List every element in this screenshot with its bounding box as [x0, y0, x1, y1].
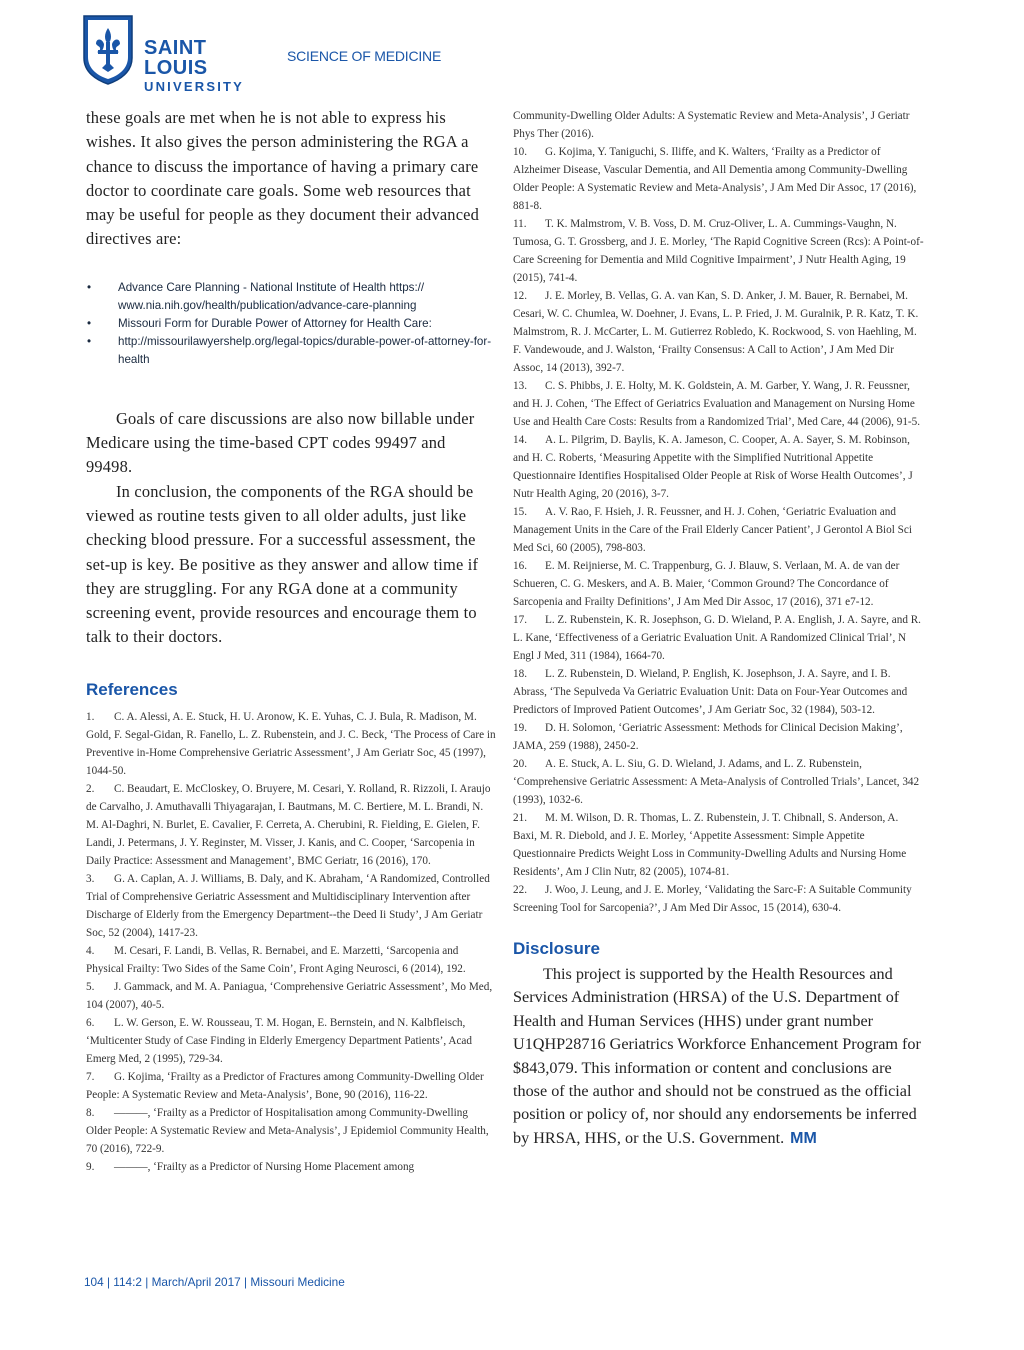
- reference-number: 15.: [513, 506, 527, 518]
- reference-text: ———, ‘Frailty as a Predictor of Hospitalisation among Community-Dwelling Older People: A Systematic Review and Meta-Analysis’, J Epidemiol Community Health, 70 (2016), 722-9.: [86, 1106, 489, 1155]
- reference-number: 17.: [513, 614, 527, 626]
- reference-text: L. Z. Rubenstein, D. Wieland, P. English, K. Josephson, J. A. Sayre, and I. B. Abrass, ‘The Sepulveda Va Geriatric Evaluation Unit: Data on Four-Year Outcomes and Predictors of Improved Patient Outcomes’, J Am Geriatr Soc, 32 (1984), 503-12.: [513, 668, 908, 716]
- reference-item: [86, 1068, 496, 1104]
- disclosure-text: This project is supported by the Health Resources and Services Administration (HRSA) of the U.S. Department of Health and Human Services (HHS) under grant number U1QHP28716 Geriatrics Workforce Enhancement Program for $843,079. This information or content and conclusions are those of the author and should not be construed as the official position or policy of, nor should any endorsements be inferred by HRSA, HHS, or the U.S. Government.: [513, 965, 921, 1147]
- reference-text: A. L. Pilgrim, D. Baylis, K. A. Jameson, C. Cooper, A. A. Sayer, S. M. Robinson, and H. C. Roberts, ‘Measuring Appetite with the Simplified Nutritional Appetite Questionnaire Identifies Hospitalised Older People at Risk of Worse Health Outcomes’, J Nutr Health Aging, 20 (2016), 3-7.: [513, 434, 913, 500]
- web-resources-list: [86, 279, 496, 369]
- saint-louis-university-shield-logo: [82, 14, 134, 86]
- reference-item: [513, 215, 925, 287]
- reference-item: [513, 719, 925, 755]
- reference-number: 8.: [86, 1106, 95, 1119]
- body-paragraph-3: In conclusion, the components of the RGA should be viewed as routine tests given to all older adults, just like checking blood pressure. For a successful assessment, the set-up is key. Be positive as they answer and allow time if they are struggling. For any RGA done at a community screening event, provide resources and encourage them to talk to their doctors.: [86, 481, 479, 647]
- body-paragraph-1: these goals are met when he is not able to express his wishes. It also gives the person administering the RGA a chance to discuss the importance of having a primary care doctor to coordinate care goals. Some web resources that may be useful for people as they document their advanced directives are:: [86, 108, 480, 249]
- reference-number: 22.: [513, 884, 527, 896]
- resource-item-3[interactable]: • http://missourilawyershelp.org/legal-topics/durable-power-of-attorney-for-health: [86, 333, 496, 369]
- article-end-mark: MM: [790, 1129, 817, 1147]
- reference-number: 16.: [513, 560, 527, 572]
- university-wordmark: [144, 38, 244, 93]
- reference-item: [513, 755, 925, 809]
- right-column: [513, 107, 925, 1150]
- reference-number: 6.: [86, 1016, 95, 1029]
- reference-item: [86, 978, 496, 1014]
- reference-text: M. M. Wilson, D. R. Thomas, L. Z. Rubenstein, J. T. Chibnall, S. Anderson, A. Baxi, M. R. Diebold, and J. E. Morley, ‘Appetite Assessment: Simple Appetite Questionnaire Predicts Weight Loss in Community-Dwelling Adults and Nursing Home Residents’, Am J Clin Nutr, 82 (2005), 1074-81.: [513, 812, 907, 878]
- reference-number: 18.: [513, 668, 527, 680]
- reference-text: C. S. Phibbs, J. E. Holty, M. K. Goldstein, A. M. Garber, Y. Wang, J. R. Feussner, and H. J. Cohen, ‘The Effect of Geriatrics Evaluation and Management on Nursing Home Use and Health Care Costs: Results from a Randomized Trial’, Med Care, 44 (2006), 91-5.: [513, 380, 921, 428]
- reference-item: [513, 611, 925, 665]
- reference-text: L. Z. Rubenstein, K. R. Josephson, G. D. Wieland, P. A. English, J. A. Sayre, and R. L. Kane, ‘Effectiveness of a Geriatric Evaluation Unit. A Randomized Clinical Trial’, N Engl J Med, 311 (1984), 1664-70.: [513, 614, 921, 662]
- reference-number: 7.: [86, 1070, 95, 1083]
- resource-item-1[interactable]: • Advance Care Planning - National Institute of Health https:// www.nia.nih.gov/health/publication/advance-care-planning: [86, 279, 496, 315]
- reference-number: 5.: [86, 980, 95, 993]
- reference-number: 14.: [513, 434, 527, 446]
- reference-number: 1.: [86, 710, 95, 723]
- reference-item: [86, 942, 496, 978]
- reference-item: [86, 1158, 496, 1176]
- reference-text: L. W. Gerson, E. W. Rousseau, T. M. Hogan, E. Bernstein, and N. Kalbfleisch, ‘Multicenter Study of Case Finding in Elderly Emergency Department Patients’, Acad Emerg Med, 2 (1995), 729-34.: [86, 1016, 472, 1065]
- disclosure-paragraph: [513, 963, 925, 1150]
- reference-number: 9.: [86, 1160, 95, 1173]
- reference-number: 21.: [513, 812, 527, 824]
- reference-text: J. Gammack, and M. A. Paniagua, ‘Comprehensive Geriatric Assessment’, Mo Med, 104 (2007), 40-5.: [86, 980, 493, 1011]
- reference-item: [513, 503, 925, 557]
- reference-text: J. Woo, J. Leung, and J. E. Morley, ‘Validating the Sarc-F: A Suitable Community Screening Tool for Sarcopenia?’, J Am Med Dir Assoc, 15 (2014), 630-4.: [513, 884, 912, 914]
- reference-item: [513, 431, 925, 503]
- reference-number: 20.: [513, 758, 527, 770]
- left-column: [86, 106, 496, 1176]
- logo-line-1: SAINT LOUIS: [144, 37, 208, 79]
- reference-number: 12.: [513, 290, 527, 302]
- reference-item: [513, 143, 925, 215]
- page-footer: 104 | 114:2 | March/April 2017 | Missouri Medicine: [84, 1275, 345, 1289]
- reference-number: 3.: [86, 872, 95, 885]
- reference-item: [86, 708, 496, 780]
- reference-item: [86, 870, 496, 942]
- reference-item: [513, 881, 925, 917]
- reference-item: [513, 809, 925, 881]
- reference-number: 13.: [513, 380, 527, 392]
- reference-text: E. M. Reijnierse, M. C. Trappenburg, G. J. Blauw, S. Verlaan, M. A. de van der Schueren, C. G. Meskers, and A. B. Maier, ‘Common Ground? The Concordance of Sarcopenia and Frailty Definitions’, J Am Med Dir Assoc, 17 (2016), 371 e7-12.: [513, 560, 900, 608]
- reference-text: C. Beaudart, E. McCloskey, O. Bruyere, M. Cesari, Y. Rolland, R. Rizzoli, I. Araujo de Carvalho, J. Amuthavalli Thiyagarajan, I. Bautmans, M. C. Bertiere, M. L. Brandi, N. M. Al-Daghri, N. Burlet, E. Cavalier, F. Cerreta, A. Cherubini, R. Fielding, E. Gielen, F. Landi, J. Petermans, J. Y. Reginster, M. Visser, J. Kanis, and C. Cooper, ‘Sarcopenia in Daily Practice: Assessment and Management’, BMC Geriatr, 16 (2016), 170.: [86, 782, 491, 867]
- reference-item: [513, 557, 925, 611]
- reference-text: T. K. Malmstrom, V. B. Voss, D. M. Cruz-Oliver, L. A. Cummings-Vaughn, N. Tumosa, G. T. Grossberg, and J. E. Morley, ‘The Rapid Cognitive Screen (Rcs): A Point-of-Care Screening for Dementia and Mild Cognitive Impairment’, J Nutr Health Aging, 19 (2015), 741-4.: [513, 218, 924, 284]
- reference-item: [513, 665, 925, 719]
- reference-number: 10.: [513, 146, 527, 158]
- reference-text: A. V. Rao, F. Hsieh, J. R. Feussner, and H. J. Cohen, ‘Geriatric Evaluation and Management Units in the Care of the Frail Elderly Cancer Patient’, J Gerontol A Biol Sci Med Sci, 60 (2005), 798-803.: [513, 506, 912, 554]
- references-heading: References: [86, 679, 178, 699]
- reference-number: 19.: [513, 722, 527, 734]
- logo-line-2: UNIVERSITY: [144, 79, 245, 94]
- reference-text: G. Kojima, Y. Taniguchi, S. Iliffe, and K. Walters, ‘Frailty as a Predictor of Alzheimer Disease, Vascular Dementia, and All Dementia among Community-Dwelling Older People: A Systematic Review and Meta-Analysis’, J Am Med Dir Assoc, 17 (2016), 881-8.: [513, 146, 917, 212]
- reference-text: ———, ‘Frailty as a Predictor of Nursing Home Placement among: [114, 1160, 415, 1173]
- section-label: SCIENCE OF MEDICINE: [287, 48, 442, 64]
- reference-text: J. E. Morley, B. Vellas, G. A. van Kan, S. D. Anker, J. M. Bauer, R. Bernabei, M. Cesari, W. C. Chumlea, W. Doehner, J. Evans, L. P. Fried, J. M. Guralnik, P. R. Katz, T. K. Malmstrom, R. J. McCarter, L. M. Gutierrez Robledo, K. Rockwood, S. von Haehling, M. F. Vandewoude, and J. Walston, ‘Frailty Consensus: A Call to Action’, J Am Med Dir Assoc, 14 (2013), 392-7.: [513, 290, 919, 374]
- reference-item: [513, 287, 925, 377]
- disclosure-heading: Disclosure: [513, 939, 600, 958]
- reference-number: 2.: [86, 782, 95, 795]
- body-paragraph-2: Goals of care discussions are also now billable under Medicare using the time-based CPT codes 99497 and 99498.: [86, 408, 475, 477]
- reference-text: A. E. Stuck, A. L. Siu, G. D. Wieland, J. Adams, and L. Z. Rubenstein, ‘Comprehensive Geriatric Assessment: A Meta-Analysis of Controlled Trials’, Lancet, 342 (1993), 1032-6.: [513, 758, 920, 806]
- reference-text: C. A. Alessi, A. E. Stuck, H. U. Aronow, K. E. Yuhas, C. J. Bula, R. Madison, M. Gold, F. Segal-Gidan, R. Fanello, L. Z. Rubenstein, and J. C. Beck, ‘The Process of Care in Preventive in-Home Comprehensive Geriatric Assessment’, J Am Geriatr Soc, 45 (1997), 1044-50.: [86, 710, 496, 777]
- reference-continuation: Community-Dwelling Older Adults: A Systematic Review and Meta-Analysis’, J Geriatr Phys Ther (2016).: [513, 110, 910, 140]
- references-list-right: [513, 107, 925, 917]
- reference-number: 4.: [86, 944, 95, 957]
- reference-text: G. A. Caplan, A. J. Williams, B. Daly, and K. Abraham, ‘A Randomized, Controlled Trial of Comprehensive Geriatric Assessment and Multidisciplinary Intervention after Discharge of Elderly from the Emergency Department--the Deed Ii Study’, J Am Geriatr Soc, 52 (2004), 1417-23.: [86, 872, 490, 939]
- references-list-left: [86, 708, 496, 1176]
- reference-text: M. Cesari, F. Landi, B. Vellas, R. Bernabei, and E. Marzetti, ‘Sarcopenia and Physical Frailty: Two Sides of the Same Coin’, Front Aging Neurosci, 6 (2014), 192.: [86, 944, 466, 975]
- reference-text: D. H. Solomon, ‘Geriatric Assessment: Methods for Clinical Decision Making’, JAMA, 259 (1988), 2450-2.: [513, 722, 903, 752]
- reference-item: [86, 1014, 496, 1068]
- reference-item: [513, 377, 925, 431]
- reference-item: [86, 1104, 496, 1158]
- reference-item: [86, 780, 496, 870]
- reference-number: 11.: [513, 218, 527, 230]
- resource-item-2[interactable]: • Missouri Form for Durable Power of Attorney for Health Care:: [86, 315, 496, 333]
- reference-text: G. Kojima, ‘Frailty as a Predictor of Fractures among Community-Dwelling Older People: A Systematic Review and Meta-Analysis’, Bone, 90 (2016), 116-22.: [86, 1070, 484, 1101]
